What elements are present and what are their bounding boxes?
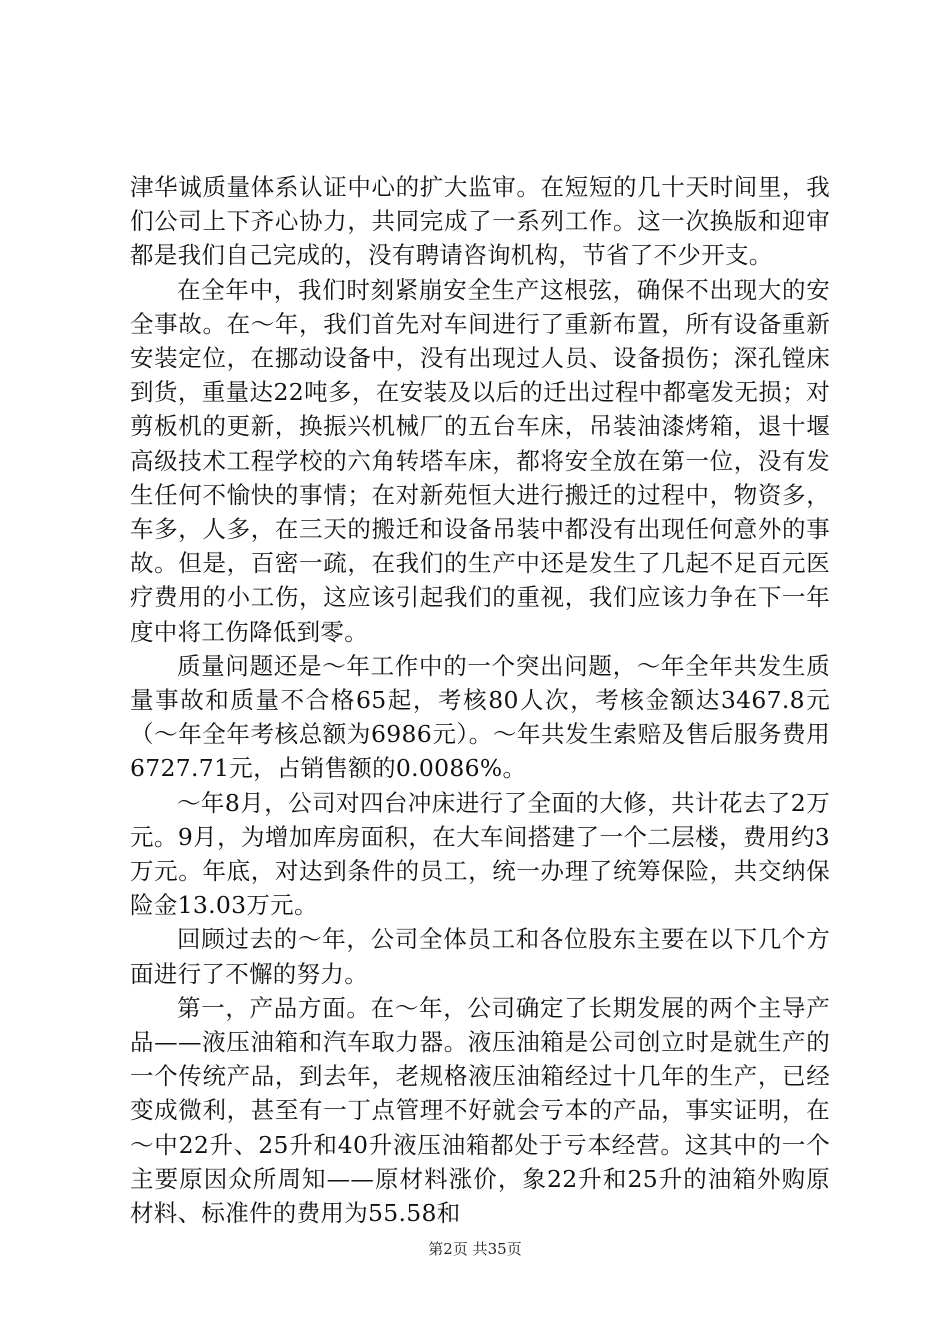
document-body (130, 170, 830, 1230)
paragraph-quality: 质量问题还是～年工作中的一个突出问题，～年全年共发生质量事故和质量不合格65起，考核80人次，考核金额达3467.8元（～年全年考核总额为6986元）。～年共发生索赔及售后服务费用6727.71元，占销售额的0.0086%。 (130, 651, 830, 783)
page-footer: 第2页 共35页 (428, 1240, 522, 1258)
paragraph-repairs: ～年8月，公司对四台冲床进行了全面的大修，共计花去了2万元。9月，为增加库房面积，在大车间搭建了一个二层楼，费用约3万元。年底，对达到条件的员工，统一办理了统筹保险，共交纳保险金13.03万元。 (130, 788, 830, 920)
paragraph-review: 回顾过去的～年，公司全体员工和各位股东主要在以下几个方面进行了不懈的努力。 (130, 925, 830, 988)
paragraph-continuation: 津华诚质量体系认证中心的扩大监审。在短短的几十天时间里，我们公司上下齐心协力，共同完成了一系列工作。这一次换版和迎审都是我们自己完成的，没有聘请咨询机构，节省了不少开支。 (130, 173, 830, 270)
paragraph-products: 第一，产品方面。在～年，公司确定了长期发展的两个主导产品——液压油箱和汽车取力器。液压油箱是公司创立时是就生产的一个传统产品，到去年，老规格液压油箱经过十几年的生产，已经变成微利，甚至有一丁点管理不好就会亏本的产品，事实证明，在～中22升、25升和40升液压油箱都处于亏本经营。这其中的一个主要原因众所周知——原材料涨价，象22升和25升的油箱外购原材料、标准件的费用为55.58和 (130, 993, 830, 1228)
paragraph-safety: 在全年中，我们时刻紧崩安全生产这根弦，确保不出现大的安全事故。在～年，我们首先对车间进行了重新布置，所有设备重新安装定位，在挪动设备中，没有出现过人员、设备损伤；深孔镗床到货，重量达22吨多，在安装及以后的迁出过程中都毫发无损；对剪板机的更新，换振兴机械厂的五台车床，吊装油漆烤箱，退十堰高级技术工程学校的六角转塔车床，都将安全放在第一位，没有发生任何不愉快的事情；在对新苑恒大进行搬迁的过程中，物资多，车多，人多，在三天的搬迁和设备吊装中都没有出现任何意外的事故。但是，百密一疏，在我们的生产中还是发生了几起不足百元医疗费用的小工伤，这应该引起我们的重视，我们应该力争在下一年度中将工伤降低到零。 (130, 275, 830, 646)
